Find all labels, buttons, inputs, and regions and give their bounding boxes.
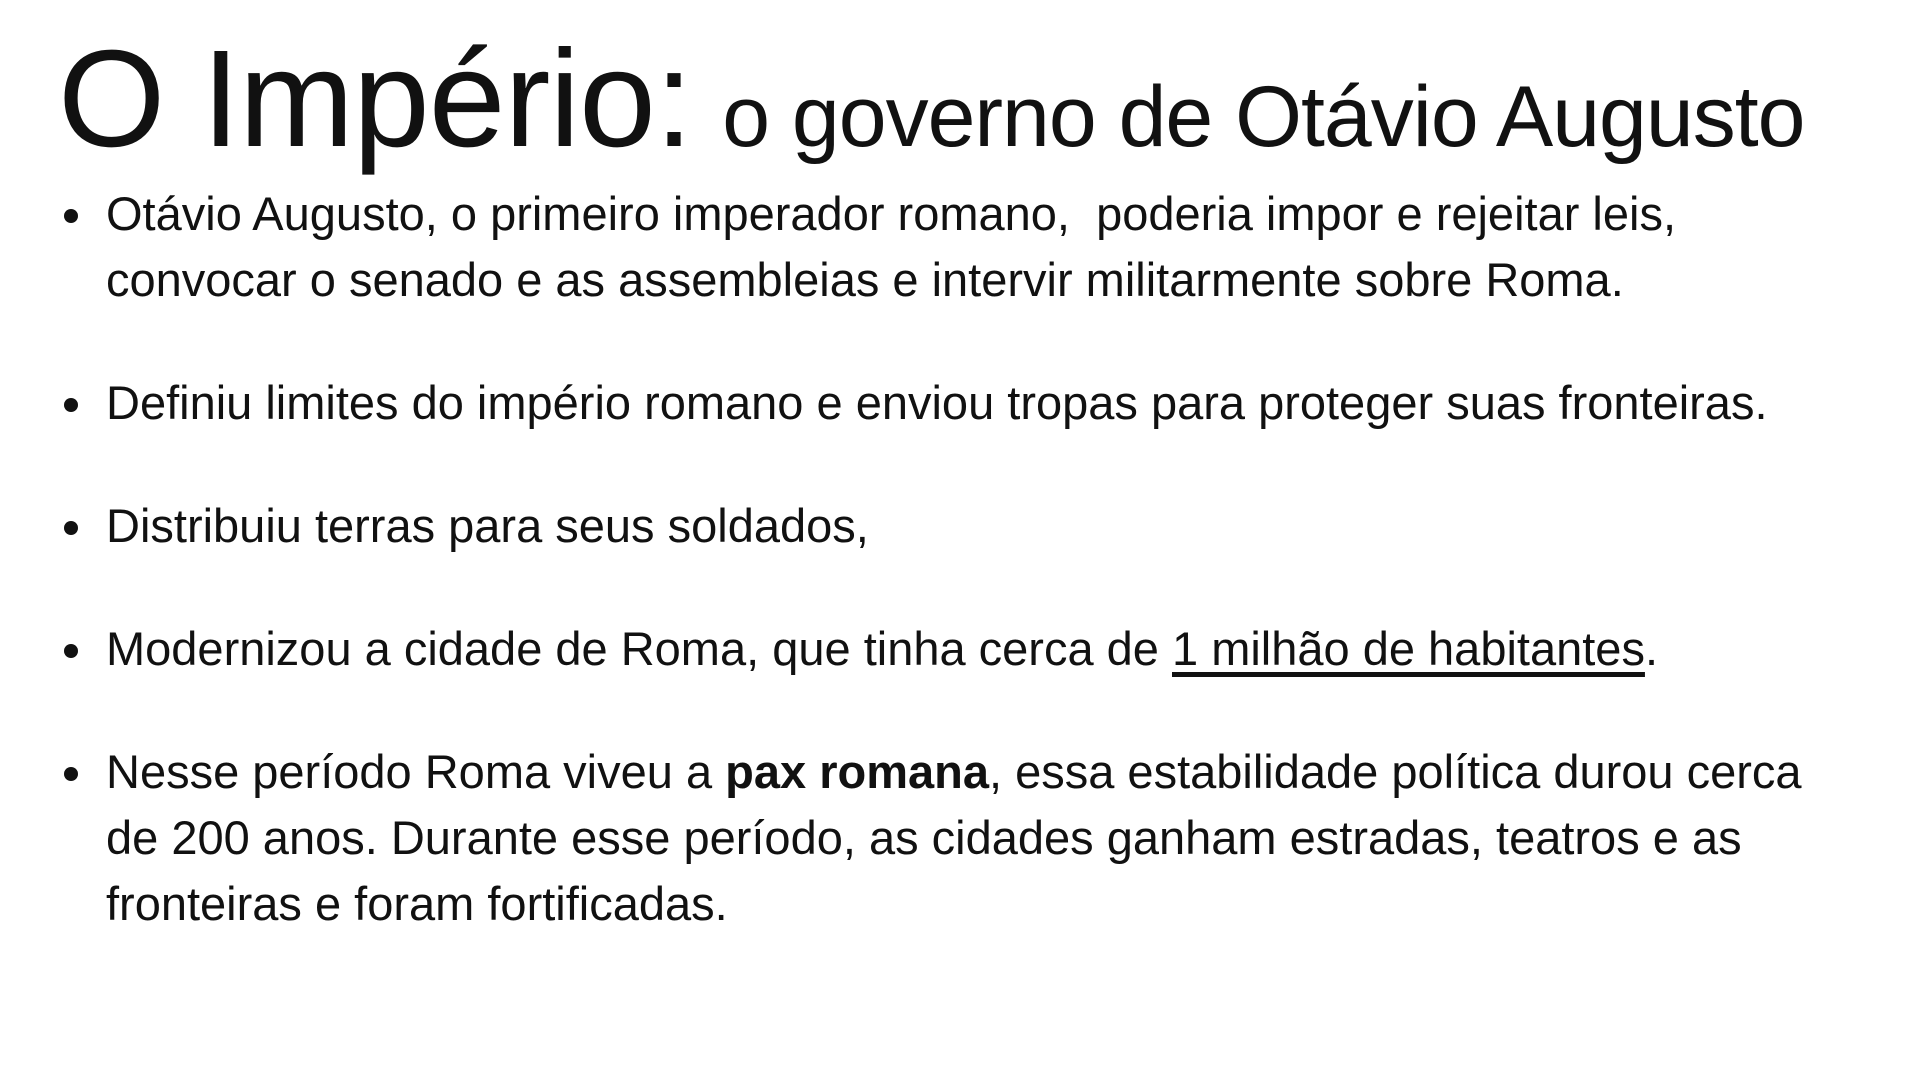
title-subtitle: o governo de Otávio Augusto — [722, 69, 1805, 165]
bullet-dot-icon — [64, 521, 78, 535]
bullet-text-run: pax romana — [725, 745, 989, 799]
bullet-text-run: Distribuiu terras para seus soldados, — [106, 499, 869, 553]
bullet-text-run: Modernizou a cidade de Roma, que tinha cerca de — [106, 622, 1172, 676]
bullet-text-run: Nesse período Roma viveu a — [106, 745, 726, 799]
bullet-item — [58, 181, 1862, 313]
title-main: O Império: — [58, 22, 693, 176]
bullet-item — [58, 493, 1862, 559]
bullet-item — [58, 370, 1862, 436]
bullet-item — [58, 739, 1862, 937]
bullet-dot-icon — [64, 767, 78, 781]
bullet-text-run: . — [1644, 622, 1658, 676]
bullet-item — [58, 616, 1862, 682]
bullet-list — [58, 181, 1862, 937]
bullet-text-run: Definiu limites do império romano e enviou tropas para proteger suas fronteiras. — [106, 376, 1768, 430]
bullet-text-run: Otávio Augusto, o primeiro imperador romano, poderia impor e rejeitar leis, convocar o senado e as assembleias e intervir militarmente sobre Roma. — [106, 187, 1690, 307]
bullet-text-run: 1 milhão de habitantes — [1172, 622, 1645, 676]
bullet-dot-icon — [64, 398, 78, 412]
bullet-text-run: , essa estabilidade política durou cerca de 200 anos. Durante esse período, as cidades ganham estradas, teatros e as fronteiras e foram fortificadas. — [106, 745, 1815, 931]
bullet-dot-icon — [64, 209, 78, 223]
page-title — [58, 22, 1862, 176]
bullet-dot-icon — [64, 644, 78, 658]
